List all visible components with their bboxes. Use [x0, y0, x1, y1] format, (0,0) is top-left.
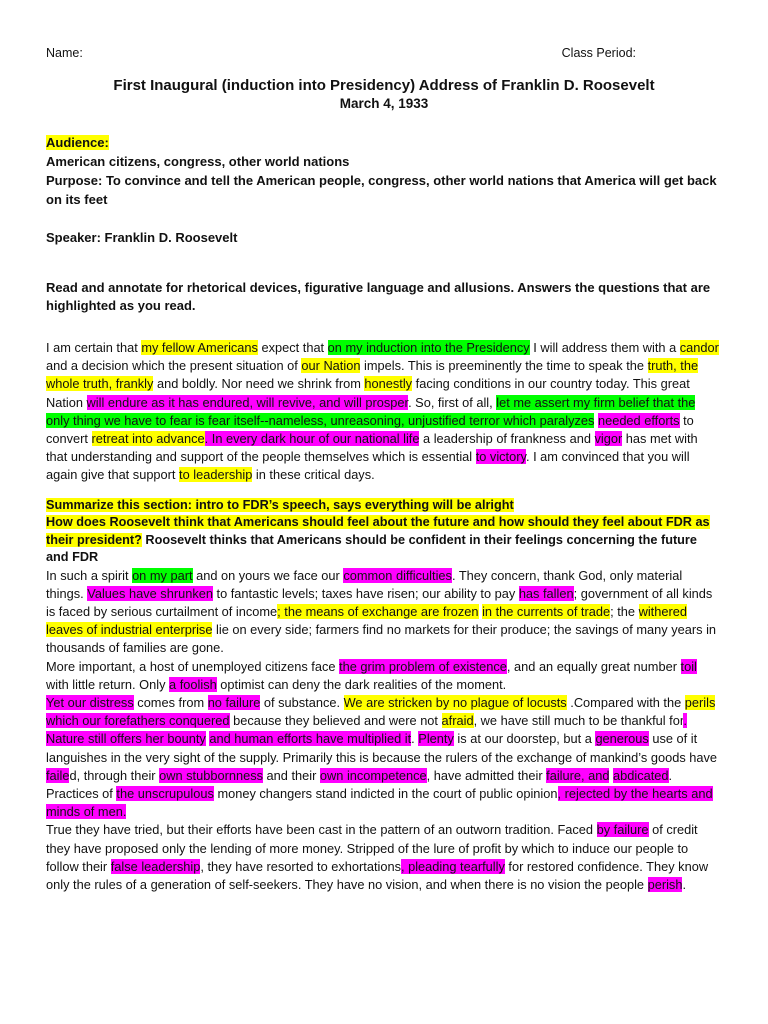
highlighted-phrase: perish: [647, 877, 683, 893]
highlighted-phrase: a foolish: [169, 676, 217, 692]
text-segment: , we have still much to be thankful for: [473, 713, 684, 729]
highlighted-phrase: on my part: [132, 567, 193, 583]
highlighted-phrase: abdicated: [613, 767, 669, 783]
highlighted-phrase: has fallen: [518, 585, 574, 601]
purpose-text: Purpose: To convince and tell the American people, congress, other world nations that America will get back on its feet: [46, 173, 717, 207]
text-segment: . So, first of all,: [408, 394, 497, 410]
text-segment: .: [411, 731, 419, 747]
highlighted-phrase: own stubbornness: [159, 767, 263, 783]
highlighted-phrase: We are stricken by no plague of locusts: [343, 695, 567, 711]
text-segment: . Practices of: [46, 767, 673, 802]
highlighted-phrase: the grim problem of existence: [339, 658, 507, 674]
text-segment: More important, a host of unemployed citizens face: [46, 658, 340, 674]
highlighted-phrase: common difficulties: [343, 567, 452, 583]
text-segment: lie on every side; farmers find no markets for their produce; the savings of many years in thousands of families are gone.: [46, 622, 717, 656]
text-segment: and on yours we face our: [192, 567, 344, 583]
highlighted-phrase: withered leaves of industrial enterprise: [46, 604, 687, 638]
text-segment: comes from: [133, 695, 208, 711]
paragraph-3: [46, 658, 722, 694]
highlighted-phrase: Values have shrunken: [87, 585, 213, 601]
highlighted-phrase: truth, the whole truth, frankly: [46, 358, 699, 392]
highlighted-phrase: Yet our distress: [46, 695, 134, 711]
highlighted-phrase: afraid: [441, 713, 474, 729]
text-segment: of substance.: [260, 695, 344, 711]
highlighted-phrase: to leadership: [179, 467, 253, 483]
highlighted-phrase: . Nature still offers her bounty: [46, 713, 687, 747]
document-title: First Inaugural (induction into Presidency) Address of Franklin D. Roosevelt: [113, 77, 655, 94]
audience-label: [46, 133, 722, 152]
summarize-text: Summarize this section: intro to FDR’s speech, says everything will be alright: [46, 497, 514, 512]
audience-label-text: Audience:: [46, 135, 109, 150]
text-segment: to convert: [46, 412, 694, 447]
text-segment: and their: [263, 767, 320, 783]
text-segment: impels. This is preeminently the time to speak the: [360, 358, 648, 374]
text-segment: ; government of all kinds is faced by serious curtailment of income: [46, 585, 713, 620]
text-segment: d, through their: [69, 767, 160, 783]
text-segment: for restored confidence. They know only the rules of a generation of self-seekers. They have no vision, and when there is no vision the people: [46, 858, 709, 893]
text-segment: a leadership of frankness and: [419, 431, 595, 447]
highlighted-phrase: false leadership: [110, 858, 201, 874]
highlighted-phrase: faile: [46, 767, 70, 783]
highlighted-phrase: my fellow Americans: [141, 340, 258, 355]
text-segment: facing conditions in our country today. This great Nation: [46, 376, 690, 410]
text-segment: in these critical days.: [252, 467, 375, 483]
class-period-label: Class Period:: [561, 46, 636, 60]
highlighted-phrase: Plenty: [418, 731, 454, 747]
instructions: Read and annotate for rhetorical devices, figurative language and allusions. Answers the questions that are highlighted as you read.: [46, 280, 711, 313]
highlighted-phrase: which our forefathers conquered: [46, 713, 230, 729]
document-date: March 4, 1933: [339, 96, 429, 111]
text-segment: with little return. Only: [46, 676, 170, 692]
text-segment: has met with that understanding and support of the people themselves which is essential: [46, 431, 698, 465]
text-segment: use of it languishes in the very sight of the supply. Primarily this is because the rulers of the exchange of mankind’s goods have: [46, 731, 718, 765]
text-segment: because they believed and were not: [229, 713, 442, 729]
text-segment: I will address them with a: [529, 340, 680, 355]
audience-text: American citizens, congress, other world nations: [46, 154, 350, 169]
answer-text: Roosevelt thinks that Americans should be confident in their feelings concerning the future and FDR: [46, 532, 697, 565]
paragraph-2: [46, 567, 722, 658]
header-row: [46, 46, 722, 68]
text-segment: optimist can deny the dark realities of the moment.: [216, 676, 507, 692]
paragraph-4: [46, 694, 722, 821]
text-segment: True they have tried, but their efforts have been cast in the pattern of an outworn tradition. Faced: [46, 822, 597, 838]
text-segment: is at our doorstep, but a: [453, 731, 596, 747]
text-segment: , they have resorted to exhortations: [200, 858, 401, 874]
text-segment: expect that: [257, 340, 328, 355]
text-segment: I am certain that: [46, 340, 142, 355]
highlighted-phrase: retreat into advance: [91, 431, 205, 447]
text-segment: . I am convinced that you will again give that support: [46, 449, 690, 483]
highlighted-phrase: will endure as it has endured, will revive, and will prosper: [86, 394, 409, 410]
text-segment: money changers stand indicted in the court of public opinion: [213, 786, 558, 802]
text-segment: , have admitted their: [426, 767, 547, 783]
paragraph-5: [46, 821, 722, 894]
highlighted-phrase: on my induction into the Presidency: [327, 340, 530, 355]
text-segment: In such a spirit: [46, 567, 133, 583]
question-text: How does Roosevelt think that Americans should feel about the future and how should they feel about FDR as their president?: [46, 515, 710, 547]
highlighted-phrase: and human efforts have multiplied it: [209, 731, 412, 747]
speaker-text: Speaker: Franklin D. Roosevelt: [46, 230, 238, 245]
text-segment: and a decision which the present situation of: [46, 358, 302, 374]
highlighted-phrase: the unscrupulous: [116, 786, 214, 802]
highlighted-phrase: failure, and: [546, 767, 610, 783]
highlighted-phrase: honestly: [364, 376, 413, 392]
highlighted-phrase: toil: [680, 658, 697, 674]
highlighted-phrase: to victory: [475, 449, 526, 465]
text-segment: . They concern, thank God, only material things.: [46, 567, 683, 601]
highlighted-phrase: by failure: [596, 822, 649, 838]
text-segment: ; the: [610, 604, 639, 620]
highlighted-phrase: ; the means of exchange are frozen: [277, 604, 479, 620]
highlighted-phrase: our Nation: [301, 358, 361, 374]
highlighted-phrase: no failure: [207, 695, 261, 711]
highlighted-phrase: perils: [684, 695, 716, 711]
summarize-prompt: [46, 497, 722, 515]
highlighted-phrase: in the currents of trade: [482, 604, 611, 620]
highlighted-phrase: let me assert my firm belief that the only thing we have to fear is fear itself--nameless, unreasoning, unjustified terror which paralyzes: [46, 394, 696, 428]
highlighted-phrase: vigor: [594, 431, 623, 447]
highlighted-phrase: . In every dark hour of our national life: [204, 431, 420, 447]
text-segment: .Compared with the: [566, 695, 685, 711]
paragraph-1: [46, 339, 722, 485]
highlighted-phrase: own incompetence: [319, 767, 427, 783]
highlighted-phrase: , rejected by the hearts and minds of men.: [46, 786, 713, 820]
highlighted-phrase: needed efforts: [597, 412, 680, 428]
text-segment: .: [682, 877, 687, 893]
highlighted-phrase: generous: [595, 731, 649, 747]
text-segment: and boldly. Nor need we shrink from: [153, 376, 365, 392]
highlighted-phrase: candor: [679, 340, 719, 355]
text-segment: to fantastic levels; taxes have risen; our ability to pay: [212, 585, 519, 601]
question-block: [46, 514, 722, 567]
highlighted-phrase: , pleading tearfully: [400, 858, 505, 874]
name-label: Name:: [46, 46, 83, 60]
text-segment: of credit they have proposed only the lending of more money. Stripped of the lure of profit by which to induce our people to follow their: [46, 822, 698, 874]
text-segment: , and an equally great number: [506, 658, 681, 674]
document-page: [46, 46, 722, 894]
